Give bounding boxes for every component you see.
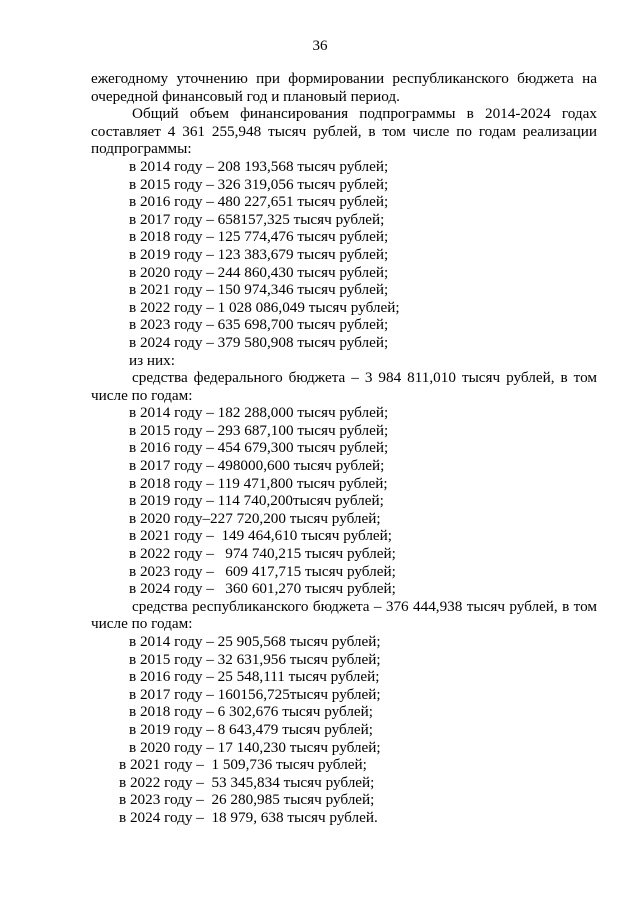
intro-line-1: ежегодному уточнению при формировании республиканского бюджета на: [91, 70, 597, 87]
intro-line-2: очередной финансовый год и плановый период.: [91, 87, 400, 105]
list-item: в 2016 году – 25 548,111 тысяч рублей;: [129, 668, 380, 686]
list-item: в 2017 году – 160156,725тысяч рублей;: [129, 685, 381, 703]
list-item: в 2021 году – 1 509,736 тысяч рублей;: [119, 756, 367, 774]
list-item: в 2019 году – 8 643,479 тысяч рублей;: [129, 720, 374, 738]
list-item: в 2022 году – 974 740,215 тысяч рублей;: [129, 545, 396, 563]
republican-years-list: [91, 633, 597, 827]
list-item: в 2020 году–227 720,200 тысяч рублей;: [129, 509, 381, 527]
list-item: в 2020 году – 17 140,230 тысяч рублей;: [129, 738, 381, 756]
list-item: в 2014 году – 25 905,568 тысяч рублей;: [129, 633, 381, 650]
page-number: 36: [312, 38, 328, 54]
list-item: в 2020 году – 244 860,430 тысяч рублей;: [129, 263, 389, 281]
list-item: в 2024 году – 360 601,270 тысяч рублей;: [129, 580, 396, 598]
list-item: в 2022 году – 1 028 086,049 тысяч рублей;: [129, 298, 400, 316]
page-body: [91, 70, 597, 827]
total-years-list: [91, 158, 597, 352]
list-item: в 2018 году – 119 471,800 тысяч рублей;: [129, 474, 388, 492]
list-item: в 2023 году – 609 417,715 тысяч рублей;: [129, 562, 396, 580]
list-item: в 2015 году – 32 631,956 тысяч рублей;: [129, 650, 381, 668]
list-item: в 2018 году – 125 774,476 тысяч рублей;: [129, 228, 389, 246]
total-line-2: составляет 4 361 255,948 тысяч рублей, в том числе по годам реализации: [91, 122, 597, 140]
list-item: в 2019 году – 123 383,679 тысяч рублей;: [129, 245, 389, 263]
list-item: в 2024 году – 18 979, 638 тысяч рублей.: [119, 808, 378, 826]
list-item: в 2019 году – 114 740,200тысяч рублей;: [129, 492, 384, 510]
list-item: в 2024 году – 379 580,908 тысяч рублей;: [129, 333, 389, 351]
list-item: в 2018 году – 6 302,676 тысяч рублей;: [129, 703, 374, 721]
list-item: в 2014 году – 208 193,568 тысяч рублей;: [129, 157, 389, 175]
list-item: в 2017 году – 498000,600 тысяч рублей;: [129, 457, 385, 475]
list-item: в 2022 году – 53 345,834 тысяч рублей;: [119, 773, 375, 791]
list-item: в 2016 году – 454 679,300 тысяч рублей;: [129, 439, 389, 457]
list-item: в 2015 году – 293 687,100 тысяч рублей;: [129, 421, 389, 439]
list-item: в 2023 году – 635 698,700 тысяч рублей;: [129, 316, 389, 334]
list-item: в 2014 году – 182 288,000 тысяч рублей;: [129, 404, 389, 422]
list-item: в 2015 году – 326 319,056 тысяч рублей;: [129, 175, 389, 193]
list-item: в 2016 году – 480 227,651 тысяч рублей;: [129, 193, 389, 211]
total-line-3: подпрограммы:: [91, 140, 192, 158]
list-item: в 2017 году – 658157,325 тысяч рублей;: [129, 210, 385, 228]
of-which-label: из них:: [129, 351, 175, 369]
total-line-1: Общий объем финансирования подпрограммы в 2014-2024 годах: [132, 105, 597, 123]
federal-line-2: числе по годам:: [91, 386, 193, 404]
federal-years-list: [91, 404, 597, 598]
federal-line-1: средства федерального бюджета – 3 984 811,010 тысяч рублей, в том: [132, 369, 597, 387]
list-item: в 2021 году – 149 464,610 тысяч рублей;: [129, 527, 392, 545]
list-item: в 2023 году – 26 280,985 тысяч рублей;: [119, 791, 375, 809]
republican-line-1: средства республиканского бюджета – 376 444,938 тысяч рублей, в том: [132, 597, 597, 615]
list-item: в 2021 году – 150 974,346 тысяч рублей;: [129, 281, 389, 299]
republican-line-2: числе по годам:: [91, 615, 193, 633]
